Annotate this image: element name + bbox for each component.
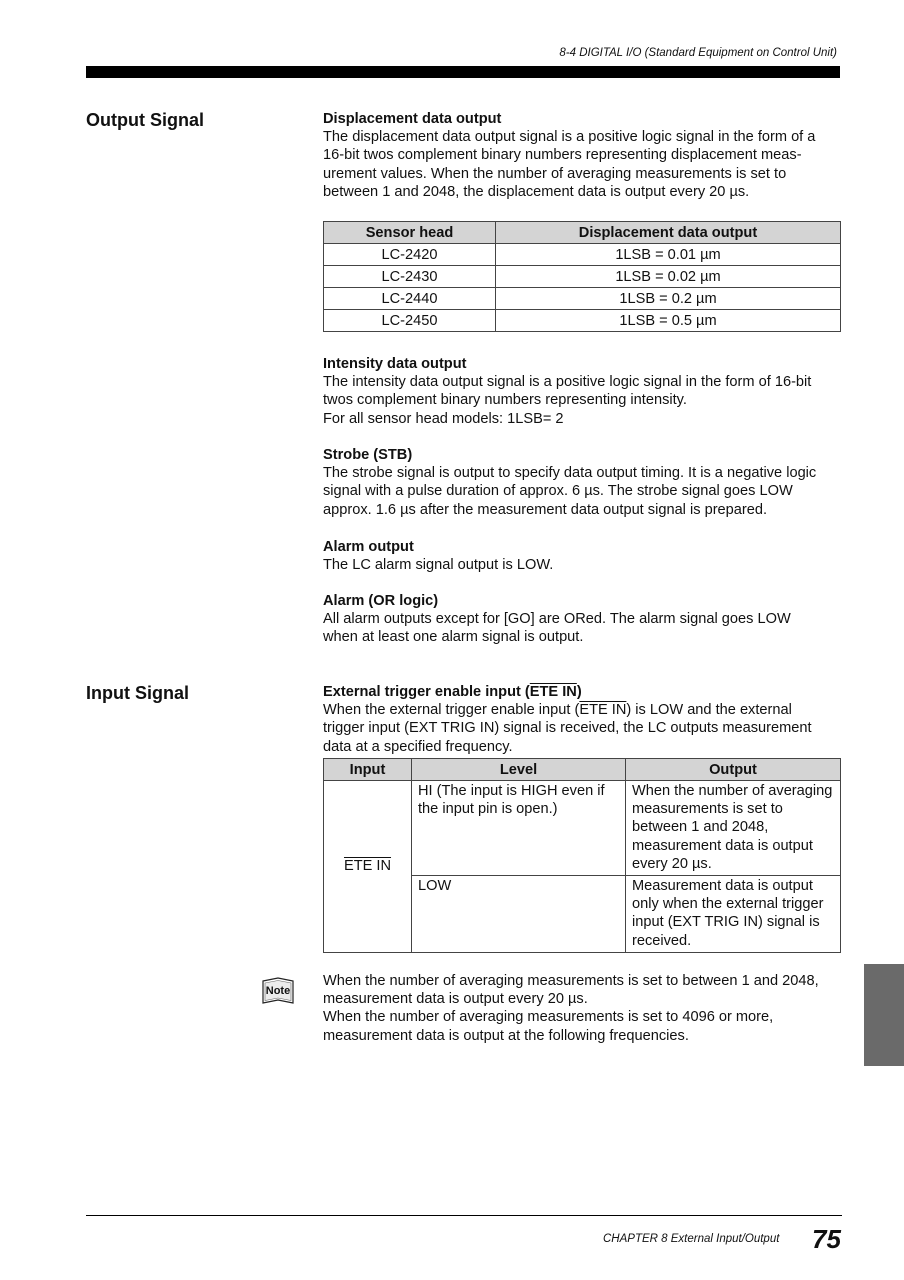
intensity-line: For all sensor head models: 1LSB= 2 bbox=[323, 410, 564, 427]
sensor-head-cell: LC-2420 bbox=[324, 244, 496, 266]
alarm-or-line: when at least one alarm signal is output. bbox=[323, 629, 584, 646]
strobe-line: The strobe signal is output to specify data output timing. It is a negative logic bbox=[323, 465, 817, 482]
displacement-line: 16-bit twos complement binary numbers representing displacement meas- bbox=[323, 147, 802, 164]
page-number: 75 bbox=[812, 1224, 841, 1254]
input-signal-heading: Input Signal bbox=[86, 683, 189, 703]
strobe-line: signal with a pulse duration of approx. 6 µs. The strobe signal goes LOW bbox=[323, 483, 793, 500]
lsb-cell: 1LSB = 0.2 µm bbox=[496, 288, 841, 310]
note-line: When the number of averaging measurements is set to 4096 or more, bbox=[323, 1009, 774, 1026]
footer-chapter: CHAPTER 8 External Input/Output bbox=[603, 1233, 780, 1245]
displacement-line: The displacement data output signal is a positive logic signal in the form of a bbox=[323, 129, 816, 146]
lsb-cell: 1LSB = 0.02 µm bbox=[496, 266, 841, 288]
input-cell bbox=[324, 781, 412, 953]
trigger-title: External trigger enable input (ETE IN) bbox=[323, 684, 582, 700]
note-line: When the number of averaging measurements is set to between 1 and 2048, bbox=[323, 973, 819, 989]
output-signal-heading: Output Signal bbox=[86, 110, 204, 130]
table-row bbox=[324, 244, 841, 266]
displacement-line: urement values. When the number of averaging measurements is set to bbox=[323, 165, 787, 182]
alarm-title: Alarm output bbox=[323, 539, 414, 555]
trigger-table bbox=[323, 758, 841, 953]
running-header: 8-4 DIGITAL I/O (Standard Equipment on Control Unit) bbox=[559, 47, 837, 59]
output-cell: When the number of averaging measurements is set to between 1 and 2048, measurement data is output every 20 µs. bbox=[626, 781, 841, 876]
sensor-head-cell: LC-2440 bbox=[324, 288, 496, 310]
displacement-section bbox=[323, 110, 843, 201]
strobe-line: approx. 1.6 µs after the measurement data output signal is prepared. bbox=[323, 501, 768, 518]
note-icon-label: Note bbox=[265, 985, 291, 997]
table-row bbox=[324, 310, 841, 332]
column-header-input: Input bbox=[324, 759, 412, 781]
ete-in-label: ETE IN bbox=[343, 858, 392, 875]
lsb-cell: 1LSB = 0.5 µm bbox=[496, 310, 841, 332]
intensity-title: Intensity data output bbox=[323, 356, 467, 372]
note-line: measurement data is output at the following frequencies. bbox=[323, 1027, 689, 1044]
alarm-or-section bbox=[323, 592, 843, 647]
trigger-line: data at a specified frequency. bbox=[323, 738, 513, 755]
lsb-cell: 1LSB = 0.01 µm bbox=[496, 244, 841, 266]
column-header-output: Output bbox=[626, 759, 841, 781]
displacement-table bbox=[323, 221, 841, 332]
note-icon bbox=[261, 976, 295, 1006]
table-row bbox=[324, 781, 841, 876]
footer-rule bbox=[86, 1215, 842, 1216]
header-rule bbox=[86, 66, 840, 78]
table-row bbox=[324, 266, 841, 288]
table-row bbox=[324, 288, 841, 310]
intensity-section bbox=[323, 355, 843, 428]
note-line: measurement data is output every 20 µs. bbox=[323, 991, 588, 1008]
intensity-line: The intensity data output signal is a positive logic signal in the form of 16-bit bbox=[323, 374, 812, 391]
trigger-section bbox=[323, 683, 843, 756]
strobe-title: Strobe (STB) bbox=[323, 447, 413, 463]
trigger-line: trigger input (EXT TRIG IN) signal is received, the LC outputs measurement bbox=[323, 720, 812, 737]
alarm-line: The LC alarm signal output is LOW. bbox=[323, 557, 554, 574]
chapter-tab bbox=[864, 964, 904, 1066]
alarm-section bbox=[323, 538, 843, 574]
displacement-title: Displacement data output bbox=[323, 111, 502, 127]
note-section bbox=[323, 972, 843, 1045]
trigger-line: When the external trigger enable input (ETE IN) is LOW and the external bbox=[323, 702, 792, 719]
level-cell: LOW bbox=[412, 876, 626, 953]
column-header-level: Level bbox=[412, 759, 626, 781]
alarm-or-line: All alarm outputs except for [GO] are ORed. The alarm signal goes LOW bbox=[323, 611, 791, 628]
intensity-line: twos complement binary numbers representing intensity. bbox=[323, 392, 687, 409]
alarm-or-title: Alarm (OR logic) bbox=[323, 593, 439, 609]
column-header-sensor-head: Sensor head bbox=[324, 222, 496, 244]
strobe-section bbox=[323, 446, 843, 519]
output-cell: Measurement data is output only when the external trigger input (EXT TRIG IN) signal is received. bbox=[626, 876, 841, 953]
column-header-displacement-output: Displacement data output bbox=[496, 222, 841, 244]
displacement-line: between 1 and 2048, the displacement data is output every 20 µs. bbox=[323, 183, 750, 200]
sensor-head-cell: LC-2430 bbox=[324, 266, 496, 288]
sensor-head-cell: LC-2450 bbox=[324, 310, 496, 332]
level-cell: HI (The input is HIGH even if the input pin is open.) bbox=[412, 781, 626, 876]
